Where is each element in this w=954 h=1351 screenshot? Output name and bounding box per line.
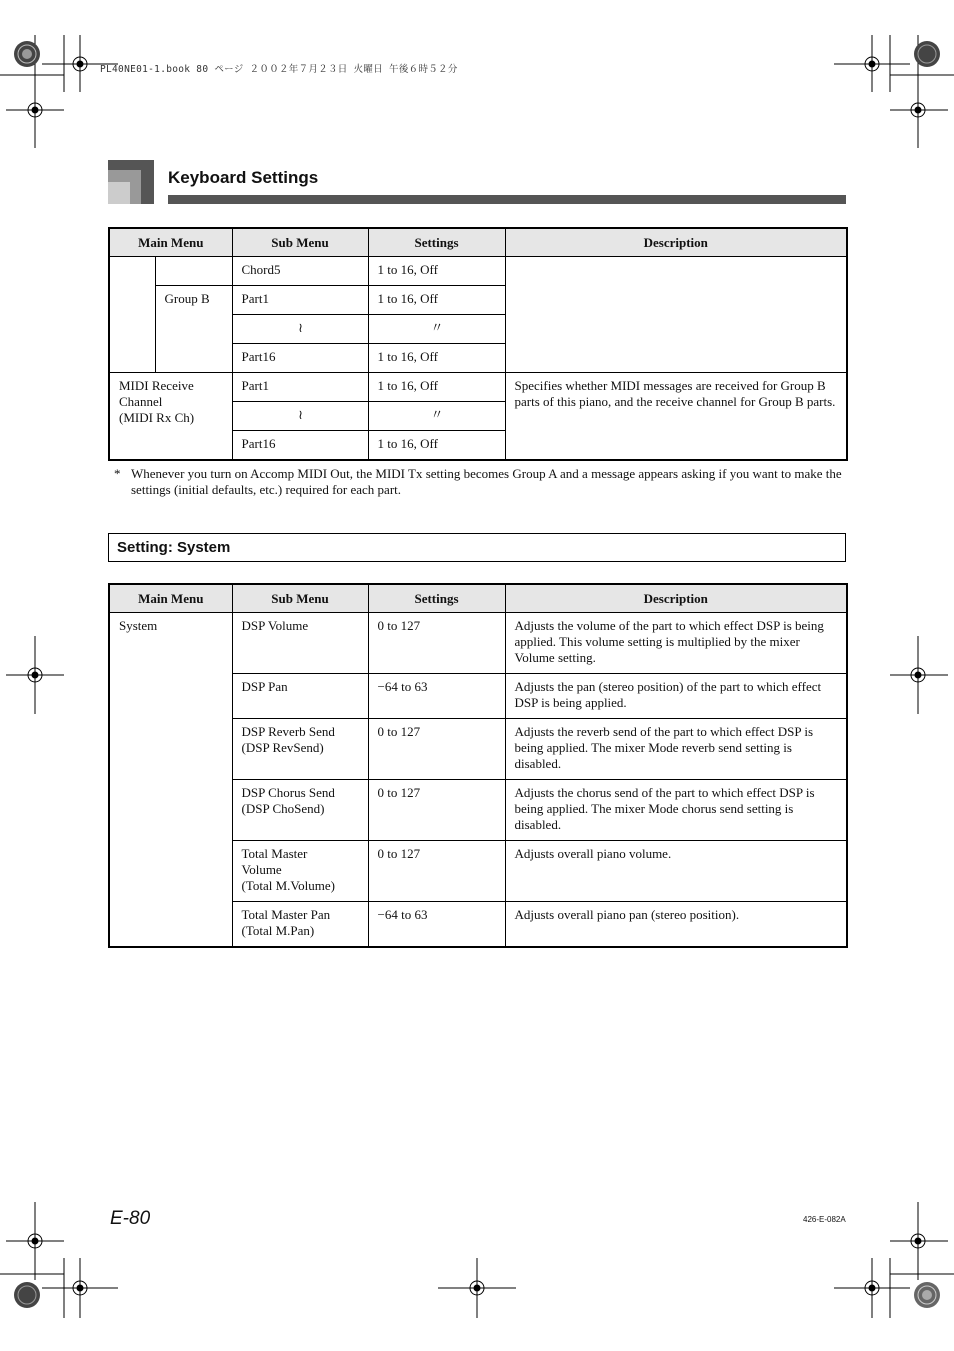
sub-menu-line: (Total M.Pan) bbox=[241, 923, 315, 938]
settings-cell: 1 to 16, Off bbox=[368, 257, 505, 286]
ditto-mark: 〃 bbox=[368, 315, 505, 344]
setting-heading: Setting: System bbox=[117, 539, 231, 556]
table-row bbox=[109, 373, 847, 402]
submenu-empty-cell bbox=[155, 257, 232, 286]
footnote bbox=[108, 466, 848, 498]
group-b-label: Group B bbox=[155, 286, 232, 373]
sub-menu-line: (DSP ChoSend) bbox=[241, 801, 325, 816]
settings-cell: 1 to 16, Off bbox=[368, 373, 505, 402]
settings-cell: −64 to 63 bbox=[368, 902, 505, 947]
sub-menu-line: Volume bbox=[241, 862, 282, 877]
main-menu-system: System bbox=[109, 613, 232, 947]
section-decoration bbox=[108, 160, 154, 204]
sub-menu-cell: DSP Volume bbox=[232, 613, 368, 674]
sub-menu-cell: Part16 bbox=[232, 344, 368, 373]
sub-menu-cell bbox=[232, 902, 368, 947]
settings-cell: −64 to 63 bbox=[368, 674, 505, 719]
header-sub-menu: Sub Menu bbox=[232, 228, 368, 257]
sub-menu-cell: DSP Pan bbox=[232, 674, 368, 719]
section-title: Keyboard Settings bbox=[168, 168, 319, 187]
settings-cell: 1 to 16, Off bbox=[368, 431, 505, 460]
description-cell: Adjusts overall piano pan (stereo position). bbox=[505, 902, 847, 947]
header-main-menu: Main Menu bbox=[109, 584, 232, 613]
sub-menu-line: DSP Reverb Send bbox=[241, 724, 335, 739]
sub-menu-cell: Part1 bbox=[232, 373, 368, 402]
settings-cell: 0 to 127 bbox=[368, 841, 505, 902]
header-description: Description bbox=[505, 584, 847, 613]
main-menu-line: (MIDI Rx Ch) bbox=[119, 410, 195, 425]
ditto-mark: ≀ bbox=[232, 315, 368, 344]
settings-cell: 1 to 16, Off bbox=[368, 344, 505, 373]
header-description: Description bbox=[505, 228, 847, 257]
description-cell: Adjusts the reverb send of the part to which effect DSP is being applied. The mixer Mode reverb send setting is disabled. bbox=[505, 719, 847, 780]
description-cell: Adjusts overall piano volume. bbox=[505, 841, 847, 902]
description-cell: Adjusts the volume of the part to which effect DSP is being applied. This volume setting is multiplied by the mixer Volume setting. bbox=[505, 613, 847, 674]
print-header-meta: PL40NE01-1.book 80 ページ ２００２年７月２３日 火曜日 午後６時５２分 bbox=[100, 64, 458, 75]
sub-menu-cell: Part16 bbox=[232, 431, 368, 460]
settings-cell: 0 to 127 bbox=[368, 780, 505, 841]
header-main-menu: Main Menu bbox=[109, 228, 232, 257]
sub-menu-cell bbox=[232, 841, 368, 902]
setting-heading-box bbox=[108, 533, 846, 562]
description-cell: Adjusts the pan (stereo position) of the part to which effect DSP is being applied. bbox=[505, 674, 847, 719]
ditto-mark: ≀ bbox=[232, 402, 368, 431]
main-menu-midi-rx bbox=[109, 373, 232, 460]
header-sub-menu: Sub Menu bbox=[232, 584, 368, 613]
settings-cell: 0 to 127 bbox=[368, 613, 505, 674]
description-cell: Specifies whether MIDI messages are received for Group B parts of this piano, and the receive channel for Group B parts. bbox=[505, 373, 847, 460]
table-row bbox=[109, 257, 847, 286]
sub-menu-cell: Chord5 bbox=[232, 257, 368, 286]
sub-menu-line: (DSP RevSend) bbox=[241, 740, 324, 755]
sub-menu-line: Total Master Pan bbox=[241, 907, 331, 922]
sub-menu-line: Total Master bbox=[241, 846, 308, 861]
settings-cell: 0 to 127 bbox=[368, 719, 505, 780]
main-menu-line: Channel bbox=[119, 394, 163, 409]
system-settings-table bbox=[108, 583, 848, 948]
main-menu-empty-cell bbox=[109, 257, 155, 373]
table-header-row bbox=[109, 584, 847, 613]
midi-channel-table bbox=[108, 227, 848, 461]
page-number: E-80 bbox=[110, 1208, 151, 1229]
description-cell: Adjusts the chorus send of the part to which effect DSP is being applied. The mixer Mode chorus send setting is disabled. bbox=[505, 780, 847, 841]
footnote-mark: * bbox=[114, 466, 121, 481]
table-header-row bbox=[109, 228, 847, 257]
sub-menu-line: DSP Chorus Send bbox=[241, 785, 335, 800]
sub-menu-cell bbox=[232, 719, 368, 780]
header-settings: Settings bbox=[368, 584, 505, 613]
document-code: 426-E-082A bbox=[803, 1215, 846, 1224]
ditto-mark: 〃 bbox=[368, 402, 505, 431]
sub-menu-cell bbox=[232, 780, 368, 841]
main-menu-line: MIDI Receive bbox=[119, 378, 194, 393]
table-row bbox=[109, 613, 847, 674]
title-rule bbox=[168, 195, 846, 204]
description-empty-cell bbox=[505, 257, 847, 373]
settings-cell: 1 to 16, Off bbox=[368, 286, 505, 315]
sub-menu-cell: Part1 bbox=[232, 286, 368, 315]
footnote-text: Whenever you turn on Accomp MIDI Out, the MIDI Tx setting becomes Group A and a message appears asking if you want to make the settings (initial defaults, etc.) required for each part. bbox=[131, 466, 842, 497]
header-settings: Settings bbox=[368, 228, 505, 257]
sub-menu-line: (Total M.Volume) bbox=[241, 878, 335, 893]
